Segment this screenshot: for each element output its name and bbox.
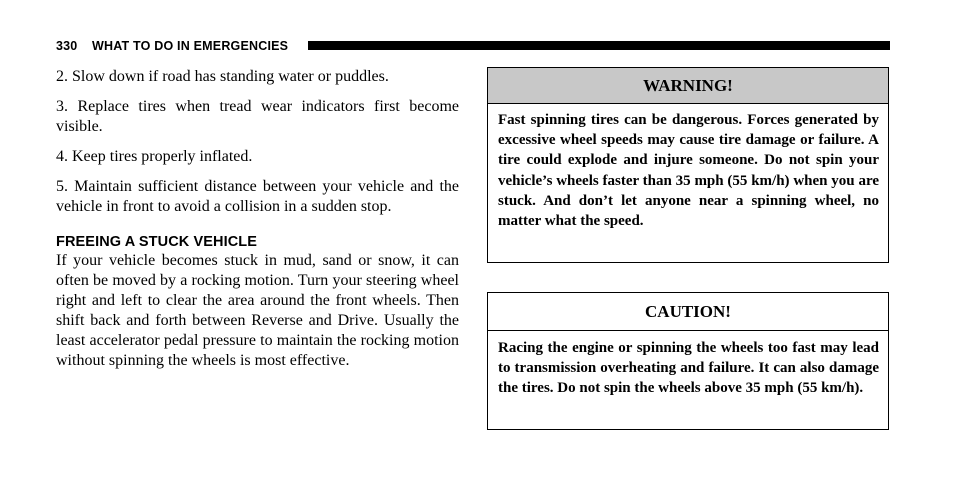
list-item: 3. Replace tires when tread wear indicators first become visible. [56,98,459,135]
left-column [56,67,459,371]
caution-title: CAUTION! [488,293,888,331]
page-header [56,38,890,54]
page-number: 330 [56,39,78,53]
warning-title: WARNING! [488,68,888,104]
warning-box [487,67,889,263]
caution-box [487,292,889,430]
list-item: 4. Keep tires properly inflated. [56,148,253,165]
subheading: FREEING A STUCK VEHICLE [56,234,258,250]
header-rule [308,41,890,50]
warning-text: Fast spinning tires can be dangerous. Forces generated by excessive wheel speeds may cause tire damage or failure. A tire could explode and injure someone. Do not spin your vehicle’s wheels faster than 35 mph (55 km/h) when you are stuck. And don’t let anyone near a spinning wheel, no matter what the speed. [498,112,879,230]
section-title: WHAT TO DO IN EMERGENCIES [92,39,289,53]
caution-text: Racing the engine or spinning the wheels too fast may lead to transmission overheating and failure. It can also damage the tires. Do not spin the wheels above 35 mph (55 km/h). [498,340,879,397]
list-item: 2. Slow down if road has standing water or puddles. [56,68,389,85]
body-paragraph: If your vehicle becomes stuck in mud, sand or snow, it can often be moved by a rocking motion. Turn your steering wheel right and left to clear the area around the front wheels. Then shift back and forth between Reverse and Drive. Usually the least accelerator pedal pressure to maintain the rocking motion without spinning the wheels is most effective. [56,252,459,369]
list-item: 5. Maintain sufficient distance between your vehicle and the vehicle in front to avoid a collision in a sudden stop. [56,178,459,215]
